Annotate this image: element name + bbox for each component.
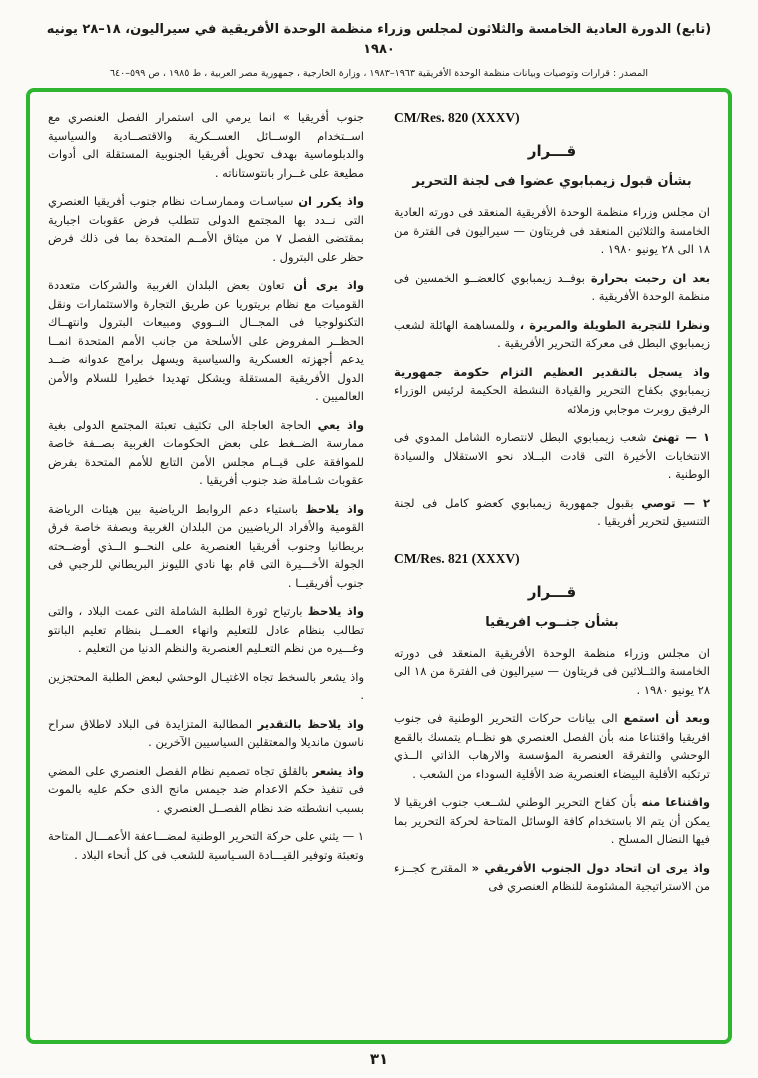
left-column — [48, 108, 364, 1028]
resolution-subtitle: بشأن قبول زيمبابوي عضوا فى لجنة التحرير — [412, 174, 692, 189]
resolution-ref: CM/Res. 820 (XXXV) — [394, 110, 520, 125]
paragraph-text: بقبول جمهورية زيمبابوي كعضو كامل فى لجنة التنسيق لتحرير أفريقيا . — [394, 495, 710, 528]
paragraph-lead: واذ يشعر — [312, 763, 364, 778]
paragraph-lead: واذ يرى ان اتحاد دول الجنوب الأفريقي « — [471, 860, 710, 875]
paragraph-text: بوفــد زيمبابوي كالعضــو الخمسين فى منظمة الوحدة الأفريقية . — [394, 270, 710, 303]
header-source-note: المصدر : قرارات وتوصيات وبيانات منظمة الوحدة الأفريقية ١٩٦٣–١٩٨٣ ، وزارة الخارجية ، جمهورية مصر العربية ، ط ١٩٨٥ ، ص ٥٩٩–٦٤٠ — [109, 68, 649, 79]
paragraph-lead: ٢ — توصي — [641, 495, 710, 510]
resolution-title: قـــرار — [527, 142, 577, 160]
paragraph — [394, 494, 710, 531]
paragraph-text: شعب زيمبابوي البطل لانتصاره الشامل المدوي فى الانتخابات الأخيرة التى قادت البــلاد نحو الاستقلال والسيادة الوطنية . — [394, 430, 710, 481]
paragraph-text: الحاجة العاجلة الى تكثيف تعبئة المجتمع الدولى بغية ممارسة الضــغط على بعض الحكومات الغربية بصــفة خاصة للموافقة على قيــام مجلس الأمن التابع للأمم المتحدة بفرض عقوبات شـاملة ضد جنوب أفريقيا . — [48, 417, 364, 487]
paragraph: واذ يشعر بالسخط تجاه الاغتيـال الوحشي لبعض الطلبة المحتجزين . — [48, 669, 364, 702]
paragraph-text: الى بيانات حركات التحرير الوطنية فى جنوب افريقيا واقتناعا منه بأن الفصل العنصري هو نظــام يتمسك بالقمع الوحشي والتفرقة العنصرية المؤسسة والارهاب الذاتي الــذي ترتكبه الأقلية البيضاء العنصرية ضد الأقلية السوداء من الشعب . — [394, 711, 710, 781]
paragraph — [394, 709, 710, 783]
paragraph-text: المطالبة المتزايدة فى البلاد لاطلاق سراح ناسون مانديلا والمعتقلين السياسيين الآخرين . — [48, 716, 364, 749]
paragraph — [394, 428, 710, 484]
paragraph-lead: واقتناعا منه — [641, 795, 710, 809]
paragraph — [48, 715, 364, 752]
document-header — [0, 0, 758, 79]
paragraph-lead: واذ يعي — [317, 417, 364, 432]
resolution-ref: CM/Res. 821 (XXXV) — [394, 550, 520, 566]
paragraph-lead: واذ يلاحظ — [307, 604, 364, 618]
paragraph — [394, 316, 710, 353]
paragraph-text: بالقلق تجاه تصميم نظام الفصل العنصري على المضي فى تنفيذ حكم الاعدام ضد جيمس مانج الذى حكم عليه بالموت بسبب انشطته ضد نظام الفصــل العنصري . — [48, 763, 364, 815]
paragraph-text: سياسـات وممارسـات نظام جنوب أفريقيا العنصري التى نــدد بها المجتمع الدولى تتطلب فرض عقوبات اجبارية بمقتضى الفصل ٧ من ميثاق الأمــم المتحدة بما فى ذلك فرض حظر على البترول . — [48, 194, 364, 264]
paragraph-text: المقترح كجــزء من الاستراتيجية المشئومة للنظام العنصري فى — [394, 860, 710, 893]
resolution-subtitle: بشأن جنــوب افريقيا — [485, 614, 619, 630]
paragraph-lead: بعد ان رحبت بحرارة — [590, 270, 710, 285]
paragraph — [48, 192, 364, 266]
paragraph-lead: ١ — تهنئ — [652, 430, 710, 444]
paragraph-text: تعاون بعض البلدان الغربية والشركات متعددة القوميات مع نظام بريتوريا عن طريق التجارة والاستثمارات ونقل التكنولوجيا فى المجــال النــووي ومبيعات البترول وانتهــاك الحظــر المفروض على الأسلحة من جانب الأمم المتحدة انمــا يدعم أجهزته العسكرية والسياسية ويسهل برامج عدوانه ضــد الدول الأفريقية المستقلة ويشكل تهديدا خطيرا للسلام والأمن العالميين . — [48, 278, 364, 403]
paragraph: ١ — يثني على حركة التحرير الوطنية لمضـــاعفة الأعمـــال المتاحة وتعبئة وتوفير القيـــادة السـياسية للشعب فى كل أنحاء البلاد . — [48, 829, 364, 862]
paragraph-text: باستياء دعم الروابط الرياضية بين هيئات الرياضة القومية والأفراد الرياضيين من البلدان الغربية وبصفة خاصة فرق بريطانيا وجنوب أفريقيا العنصرية على النحــو الــذي أوضــحته الجولة الأخـــيرة التى قام بها نادي الليونز البريطاني للرجبي فى جنوب أفريقيــا . — [48, 501, 364, 590]
paragraph-text: زيمبابوي بكفاح التحرير والقيادة النشطة الحكيمة لرئيس الوزراء الرفيق روبرت موجابي وزملائه — [394, 383, 710, 416]
paragraph-lead: واذ يرى أن — [293, 278, 364, 292]
paragraph — [48, 602, 364, 658]
paragraph-lead: واذ يكرر ان — [298, 194, 364, 208]
paragraph-lead: واذ يلاحظ بالتقدير — [257, 716, 364, 731]
page-number: ٣١ — [369, 1050, 389, 1068]
paragraph — [48, 416, 364, 490]
paragraph — [394, 269, 710, 306]
paragraph-lead: واذ يسجل بالتقدير العظيم التزام حكومة جمهورية — [394, 364, 710, 379]
resolution-title: قـــرار — [527, 582, 577, 601]
paragraph — [48, 500, 364, 593]
paragraph: جنوب أفريقيا » انما يرمي الى استمرار الفصل العنصري مع اســتخدام الوســائل العســكرية والاقتصــادية والسياسية والدبلوماسية بهدف تحويل أفريقيا الجنوبية المستقلة الى أدوات مطيعة على غــرار بانتوستاناته . — [48, 110, 364, 180]
paragraph — [394, 793, 710, 849]
header-session-title: (تابع) الدورة العادية الخامسة والثلاثون لمجلس وزراء منظمة الوحدة الأفريقية في سيراليون، ١٨–٢٨ يونيه ١٩٨٠ — [46, 22, 712, 57]
paragraph — [394, 363, 710, 419]
paragraph: ان مجلس وزراء منظمة الوحدة الأفريقية المنعقد فى دورته العادية الخامسة والثلاثين المنعقد فى فريتاون — سيراليون فى الفترة من ١٨ الى ٢٨ يونيو ١٩٨٠ . — [394, 205, 710, 256]
paragraph-lead: ونظرا للتجربة الطويلة والمريرة ، — [519, 317, 710, 332]
paragraph — [394, 859, 710, 896]
right-column — [394, 108, 710, 1028]
paragraph: ان مجلس وزراء منظمة الوحدة الأفريقية المنعقد فى دورته الخامسة والثــلاثين فى فريتاون — سيراليون فى الفترة من ١٨ الى ٢٨ يونيو ١٩٨٠ . — [394, 645, 710, 697]
two-column-layout — [48, 108, 710, 1028]
paragraph-text: وللمساهمة الهائلة لشعب زيمبابوي البطل فى معركة التحرير الأفريقية . — [394, 317, 710, 350]
paragraph-lead: واذ يلاحظ — [305, 501, 364, 516]
paragraph-text: بارتياح ثورة الطلبة الشاملة التى عمت البلاد ، والتى تطالب بنظام عادل للتعليم وانهاء العمــل بنظام تعليم البانتو وغـــيره من نظم التعـليم العنصرية والنظم الدنيا من التعليم . — [48, 604, 364, 655]
paragraph-text: بأن كفاح التحرير الوطني لشــعب جنوب افريقيا لا يمكن أن يتم الا باستخدام كافة الوسائل المتاحة لحركة التحرير بما فيها النضال المسلح . — [394, 795, 710, 846]
paragraph — [48, 276, 364, 406]
paragraph-lead: وبعد أن استمع — [623, 711, 710, 725]
paragraph — [48, 762, 364, 818]
content-border-box — [26, 88, 732, 1044]
